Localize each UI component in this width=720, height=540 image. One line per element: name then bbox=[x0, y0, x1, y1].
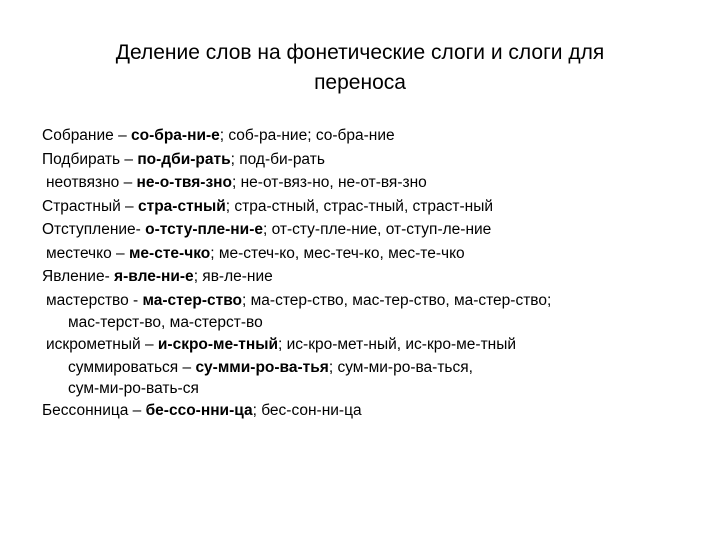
entry-phonetic: не-о-твя-зно bbox=[136, 174, 232, 191]
entry-phonetic: бе-ссо-нни-ца bbox=[145, 401, 253, 419]
entry-word: искрометный – bbox=[46, 336, 158, 353]
entry-phonetic: ма-стер-ство bbox=[142, 291, 243, 309]
entry-hyphenation: ; ис-кро-мет-ный, ис-кро-ме-тный bbox=[278, 336, 517, 353]
entry-word: суммироваться – bbox=[68, 358, 196, 376]
slide-body bbox=[42, 124, 682, 422]
entry-hyphenation: ; не-от-вяз-но, не-от-вя-зно bbox=[231, 174, 427, 191]
list-item bbox=[42, 171, 682, 195]
entry-phonetic: со-бра-ни-е bbox=[131, 127, 220, 144]
entry-word: Бессонница – bbox=[42, 401, 146, 419]
entry-hyphenation: ; стра-стный, страс-тный, страст-ный bbox=[225, 197, 494, 215]
list-item bbox=[42, 242, 682, 266]
entry-hyphenation: ; яв-ле-ние bbox=[193, 268, 273, 285]
entry-phonetic: о-тсту-пле-ни-е bbox=[145, 221, 263, 238]
entry-hyphenation: ; бес-сон-ни-ца bbox=[252, 401, 362, 419]
entry-hyphenation: ; под-би-рать bbox=[230, 150, 325, 168]
list-item bbox=[42, 399, 682, 423]
entry-hyphenation: ; от-сту-пле-ние, от-ступ-ле-ние bbox=[262, 221, 492, 238]
list-item-continuation: сум-ми-ро-вать-ся bbox=[68, 379, 199, 397]
entry-phonetic: по-дби-рать bbox=[137, 150, 231, 168]
entry-phonetic: я-вле-ни-е bbox=[114, 268, 194, 285]
entry-hyphenation: ; сум-ми-ро-ва-ться, bbox=[328, 358, 473, 376]
entry-phonetic: стра-стный bbox=[137, 197, 226, 215]
list-item bbox=[42, 124, 682, 148]
title-line-2: переноса bbox=[314, 71, 406, 94]
list-item-continuation: мас-терст-во, ма-стерст-во bbox=[68, 314, 263, 331]
entry-phonetic: и-скро-ме-тный bbox=[157, 336, 279, 353]
slide-title bbox=[60, 38, 660, 98]
list-item-continuation bbox=[42, 357, 682, 378]
entry-word: Явление- bbox=[42, 268, 115, 285]
entry-word: местечко – bbox=[46, 244, 129, 262]
entry-word: Подбирать – bbox=[42, 150, 138, 168]
list-item bbox=[42, 148, 682, 172]
entry-phonetic: су-мми-ро-ва-тья bbox=[195, 358, 329, 376]
entry-word: Отступление- bbox=[42, 221, 146, 238]
list-item bbox=[42, 218, 682, 242]
list-item bbox=[42, 265, 682, 289]
entry-hyphenation: ; ма-стер-ство, мас-тер-ство, ма-стер-ство; bbox=[242, 291, 552, 309]
list-item bbox=[42, 195, 682, 219]
entry-word: Собрание – bbox=[42, 127, 132, 144]
entry-phonetic: ме-сте-чко bbox=[128, 244, 211, 262]
entry-word: неотвязно – bbox=[46, 174, 137, 191]
list-item bbox=[42, 289, 682, 313]
list-item bbox=[42, 333, 682, 357]
entry-hyphenation: ; ме-стеч-ко, мес-теч-ко, мес-те-чко bbox=[210, 244, 465, 262]
title-line-1: Деление слов на фонетические слоги и слоги для bbox=[115, 41, 605, 64]
entry-hyphenation: ; соб-ра-ние; со-бра-ние bbox=[219, 127, 395, 144]
entry-word: Страстный – bbox=[42, 197, 138, 215]
entry-word: мастерство - bbox=[46, 291, 143, 309]
